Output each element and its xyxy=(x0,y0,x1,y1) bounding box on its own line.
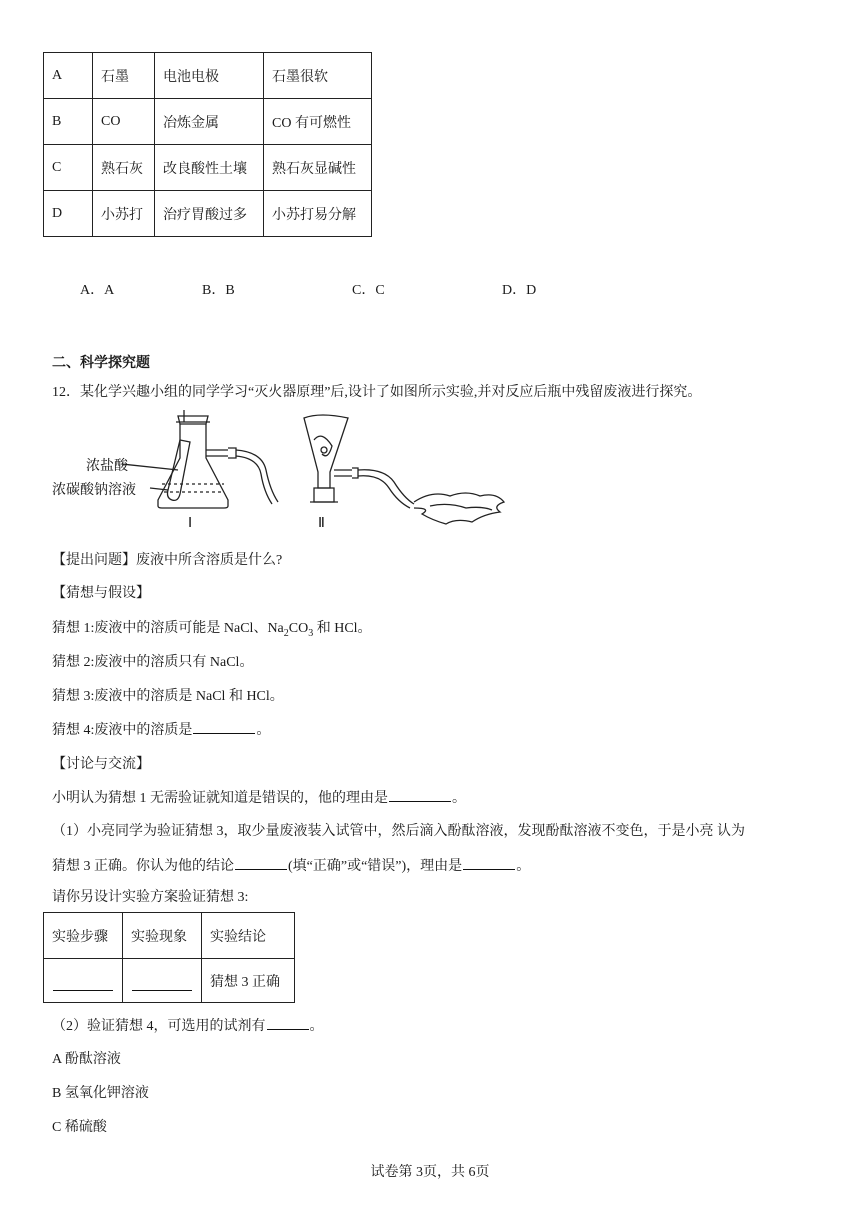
table-cell: 治疗胃酸过多 xyxy=(155,191,264,237)
table-cell: A xyxy=(44,53,93,99)
answer-blank[interactable] xyxy=(193,719,255,734)
part-1-text-a: 猜想 3 正确。你认为他的结论 xyxy=(52,859,234,874)
choice-b[interactable]: B．B xyxy=(202,283,235,298)
guess-2: 猜想 2:废液中的溶质只有 NaCl。 xyxy=(52,655,254,670)
part-1-line-1: （1）小亮同学为验证猜想 3，取少量废液装入试管中，然后滴入酚酞溶液，发现酚酞溶液不变色，于是小亮 认为 xyxy=(52,824,745,839)
guess-1-text-a: 猜想 1:废液中的溶质可能是 NaCl、Na xyxy=(52,621,284,636)
section-title: 二、科学探究题 xyxy=(52,356,150,371)
table-cell: B xyxy=(44,99,93,145)
reagent-c[interactable]: C 稀硫酸 xyxy=(52,1120,107,1135)
question-raise: 【提出问题】废液中所含溶质是什么? xyxy=(52,553,283,568)
discussion-heading: 【讨论与交流】 xyxy=(52,757,150,772)
xiaoming-end: 。 xyxy=(452,791,466,806)
choice-c[interactable]: C．C xyxy=(352,283,385,298)
figure-caption-1: Ⅰ xyxy=(188,516,193,531)
guess-1 xyxy=(52,617,372,639)
table-row xyxy=(44,191,372,237)
answer-blank[interactable] xyxy=(132,976,192,991)
table-cell: 电池电极 xyxy=(155,53,264,99)
table-cell: CO 有可燃性 xyxy=(264,99,372,145)
answer-blank[interactable] xyxy=(235,855,287,870)
table-cell: D xyxy=(44,191,93,237)
table-row xyxy=(44,145,372,191)
reagent-a[interactable]: A 酚酞溶液 xyxy=(52,1052,121,1067)
table-cell: 冶炼金属 xyxy=(155,99,264,145)
hypothesis-heading: 【猜想与假设】 xyxy=(52,586,150,601)
table-cell: 改良酸性土壤 xyxy=(155,145,264,191)
answer-blank[interactable] xyxy=(389,787,451,802)
guess-1-text-c: 和 HCl。 xyxy=(313,621,372,636)
guess-4 xyxy=(52,719,270,739)
answer-blank[interactable] xyxy=(463,855,515,870)
answer-blank[interactable] xyxy=(267,1015,309,1030)
table-cell: 石墨很软 xyxy=(264,53,372,99)
table-cell: 小苏打易分解 xyxy=(264,191,372,237)
table-cell: 熟石灰 xyxy=(93,145,155,191)
table-cell: C xyxy=(44,145,93,191)
choice-a[interactable]: A．A xyxy=(80,283,115,298)
design-prompt: 请你另设计实验方案验证猜想 3: xyxy=(52,890,249,905)
part-2-end: 。 xyxy=(309,1019,324,1034)
label-acid: 浓盐酸 xyxy=(86,458,128,474)
table-row xyxy=(44,959,295,1003)
label-carbonate: 浓碳酸钠溶液 xyxy=(52,482,136,498)
part-1-text-c: 。 xyxy=(516,859,531,874)
experiment-table xyxy=(43,912,295,1003)
xiaoming-line xyxy=(52,787,466,807)
part-2 xyxy=(52,1015,324,1035)
choice-d[interactable]: D．D xyxy=(502,283,537,298)
question-stem: 12．某化学兴趣小组的同学学习“灭火器原理”后,设计了如图所示实验,并对反应后瓶中残留废液进行探究。 xyxy=(52,385,702,400)
table-row xyxy=(44,99,372,145)
table-cell: CO xyxy=(93,99,155,145)
figure-caption-2: Ⅱ xyxy=(318,516,325,531)
table-cell xyxy=(123,959,202,1003)
table-header: 实验步骤 xyxy=(44,913,123,959)
subscript: 2 xyxy=(283,627,289,639)
answer-blank[interactable] xyxy=(53,976,113,991)
subscript: 3 xyxy=(308,627,314,639)
table-row xyxy=(44,913,295,959)
table-cell: 小苏打 xyxy=(93,191,155,237)
reagent-b[interactable]: B 氢氧化钾溶液 xyxy=(52,1086,149,1101)
table-cell xyxy=(44,959,123,1003)
part-1-text-b: (填“正确”或“错误”)，理由是 xyxy=(288,859,463,874)
table-cell: 石墨 xyxy=(93,53,155,99)
page-footer: 试卷第 3页，共 6页 xyxy=(370,1165,490,1180)
table-row xyxy=(44,53,372,99)
part-2-text: （2）验证猜想 4，可选用的试剂有 xyxy=(52,1019,266,1034)
table-header: 实验现象 xyxy=(123,913,202,959)
guess-4-end: 。 xyxy=(256,723,271,738)
table-cell: 熟石灰显碱性 xyxy=(264,145,372,191)
guess-4-text: 猜想 4:废液中的溶质是 xyxy=(52,723,193,738)
part-1-line-2 xyxy=(52,855,530,875)
table-cell: 猜想 3 正确 xyxy=(202,959,295,1003)
option-table xyxy=(43,52,372,237)
apparatus-figure xyxy=(52,410,532,535)
guess-1-text-b: CO xyxy=(288,621,309,636)
guess-3: 猜想 3:废液中的溶质是 NaCl 和 HCl。 xyxy=(52,689,284,704)
xiaoming-text: 小明认为猜想 1 无需验证就知道是错误的，他的理由是 xyxy=(52,791,388,806)
table-header: 实验结论 xyxy=(202,913,295,959)
